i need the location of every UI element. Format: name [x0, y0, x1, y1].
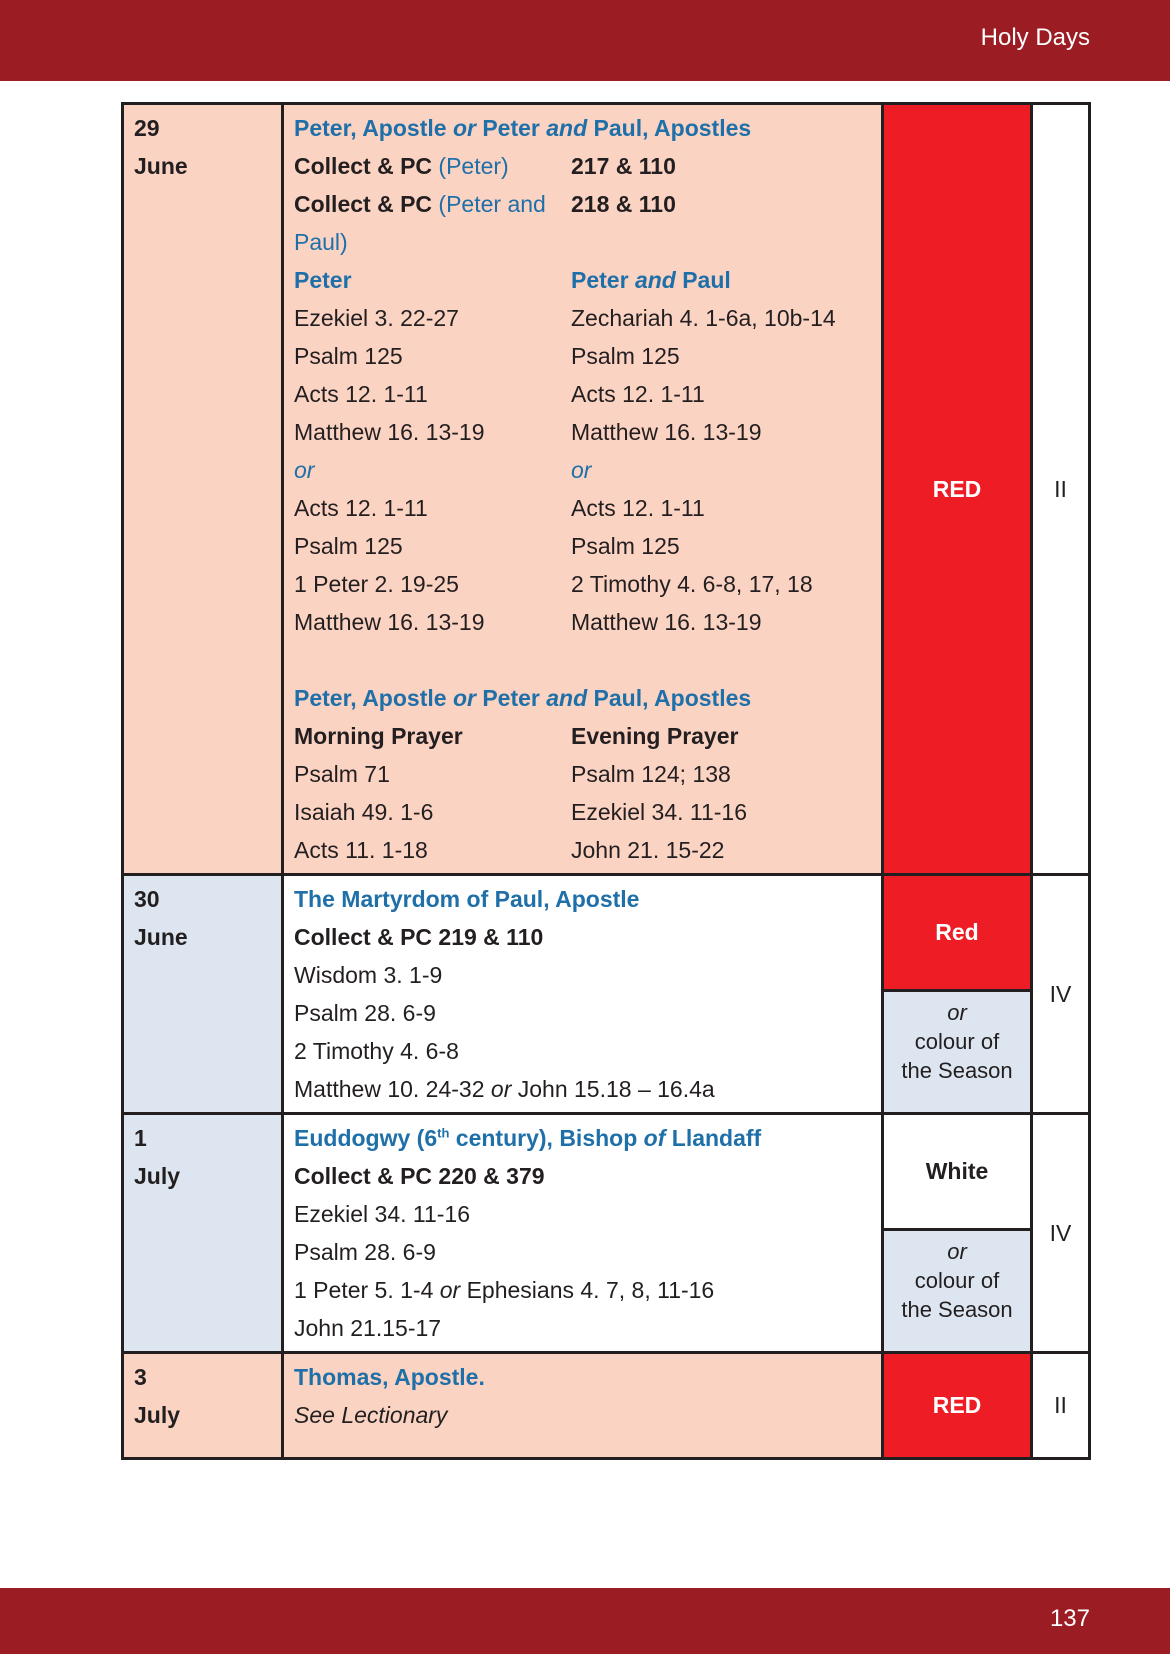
reading: Psalm 125 [294, 343, 403, 369]
peter-readings [294, 299, 571, 641]
date-cell: 1 July [124, 1115, 281, 1351]
reading: 1 Peter 2. 19-25 [294, 571, 459, 597]
table-row [124, 1112, 1088, 1351]
collect-line: Collect & PC (Peter and Paul) 218 & 110 [294, 191, 676, 255]
alternative-colour: or colour of the Season [884, 1228, 1030, 1351]
feast-title: Euddogwy (6th century), Bishop of Llandaff [294, 1125, 762, 1151]
feast-title: Thomas, Apostle. [294, 1364, 485, 1390]
reading: Psalm 71 [294, 761, 390, 787]
date-cell: 30 June [124, 876, 281, 1112]
header-band [0, 0, 1170, 81]
reading: Matthew 16. 13-19 [571, 609, 762, 635]
reading: Psalm 125 [571, 343, 680, 369]
table-row [124, 105, 1088, 873]
reading: Matthew 16. 13-19 [571, 419, 762, 445]
office-columns [294, 755, 871, 869]
collect-line: Collect & PC (Peter) 217 & 110 [294, 153, 676, 179]
footer-band [0, 1588, 1170, 1654]
collect-line: Collect & PC 220 & 379 [294, 1163, 545, 1189]
readings-cell [281, 105, 881, 873]
reading: Ezekiel 34. 11-16 [294, 1201, 471, 1227]
liturgical-colour: White or colour of the Season [881, 1115, 1030, 1351]
table-row [124, 1351, 1088, 1457]
reading: 2 Timothy 4. 6-8, 17, 18 [571, 571, 813, 597]
reading: Psalm 125 [571, 533, 680, 559]
reading-columns [294, 299, 871, 641]
lectionary-note: See Lectionary [294, 1402, 448, 1428]
reading: or [294, 457, 315, 483]
section-title: Holy Days [980, 24, 1090, 51]
readings-cell [281, 1115, 881, 1351]
reading: Psalm 124; 138 [571, 761, 731, 787]
reading: Matthew 16. 13-19 [294, 609, 485, 635]
day: 29 [134, 115, 160, 141]
reading: Ezekiel 34. 11-16 [571, 799, 748, 825]
reading: Zechariah 4. 1-6a, 10b-14 [571, 305, 836, 331]
feast-title: The Martyrdom of Paul, Apostle [294, 886, 640, 912]
month: June [134, 153, 188, 179]
reading: 1 Peter 5. 1-4 or Ephesians 4. 7, 8, 11-16 [294, 1277, 715, 1303]
evening-prayer-readings [571, 755, 871, 869]
office-headings: Morning Prayer Evening Prayer [294, 723, 739, 749]
reading: John 21.15-17 [294, 1315, 442, 1341]
readings-cell [281, 876, 881, 1112]
liturgical-colour: Red or colour of the Season [881, 876, 1030, 1112]
reading: Ezekiel 3. 22-27 [294, 305, 459, 331]
reading: Psalm 28. 6-9 [294, 1239, 436, 1265]
reading: Matthew 10. 24-32 or John 15.18 – 16.4a [294, 1076, 715, 1102]
reading: Acts 11. 1-18 [294, 837, 428, 863]
reading: Acts 12. 1-11 [571, 381, 705, 407]
rank: IV [1030, 1115, 1088, 1351]
reading: Matthew 16. 13-19 [294, 419, 485, 445]
reading: John 21. 15-22 [571, 837, 725, 863]
reading: Acts 12. 1-11 [294, 381, 428, 407]
date-cell [124, 105, 281, 873]
page-number: 137 [1049, 1605, 1090, 1632]
reading: Psalm 28. 6-9 [294, 1000, 436, 1026]
rank: II [1030, 105, 1088, 873]
reading: or [571, 457, 592, 483]
rank: IV [1030, 876, 1088, 1112]
readings-cell [281, 1354, 881, 1457]
reading: Psalm 125 [294, 533, 403, 559]
reading-headings: Peter Peter and Paul [294, 267, 731, 293]
liturgical-colour: RED [881, 1354, 1030, 1457]
peter-paul-readings [571, 299, 871, 641]
reading: Wisdom 3. 1-9 [294, 962, 443, 988]
date-cell: 3 July [124, 1354, 281, 1457]
feast-title: Peter, Apostle or Peter and Paul, Apostles [294, 115, 752, 141]
collect-line: Collect & PC 219 & 110 [294, 924, 544, 950]
rank: II [1030, 1354, 1088, 1457]
morning-prayer-readings [294, 755, 571, 869]
reading: Acts 12. 1-11 [571, 495, 705, 521]
reading: Acts 12. 1-11 [294, 495, 428, 521]
holy-days-table [121, 102, 1091, 1460]
reading: 2 Timothy 4. 6-8 [294, 1038, 459, 1064]
liturgical-colour: RED [881, 105, 1030, 873]
feast-title-office: Peter, Apostle or Peter and Paul, Apostles [294, 685, 752, 711]
alternative-colour: or colour of the Season [884, 989, 1030, 1112]
reading: Isaiah 49. 1-6 [294, 799, 434, 825]
table-row [124, 873, 1088, 1112]
